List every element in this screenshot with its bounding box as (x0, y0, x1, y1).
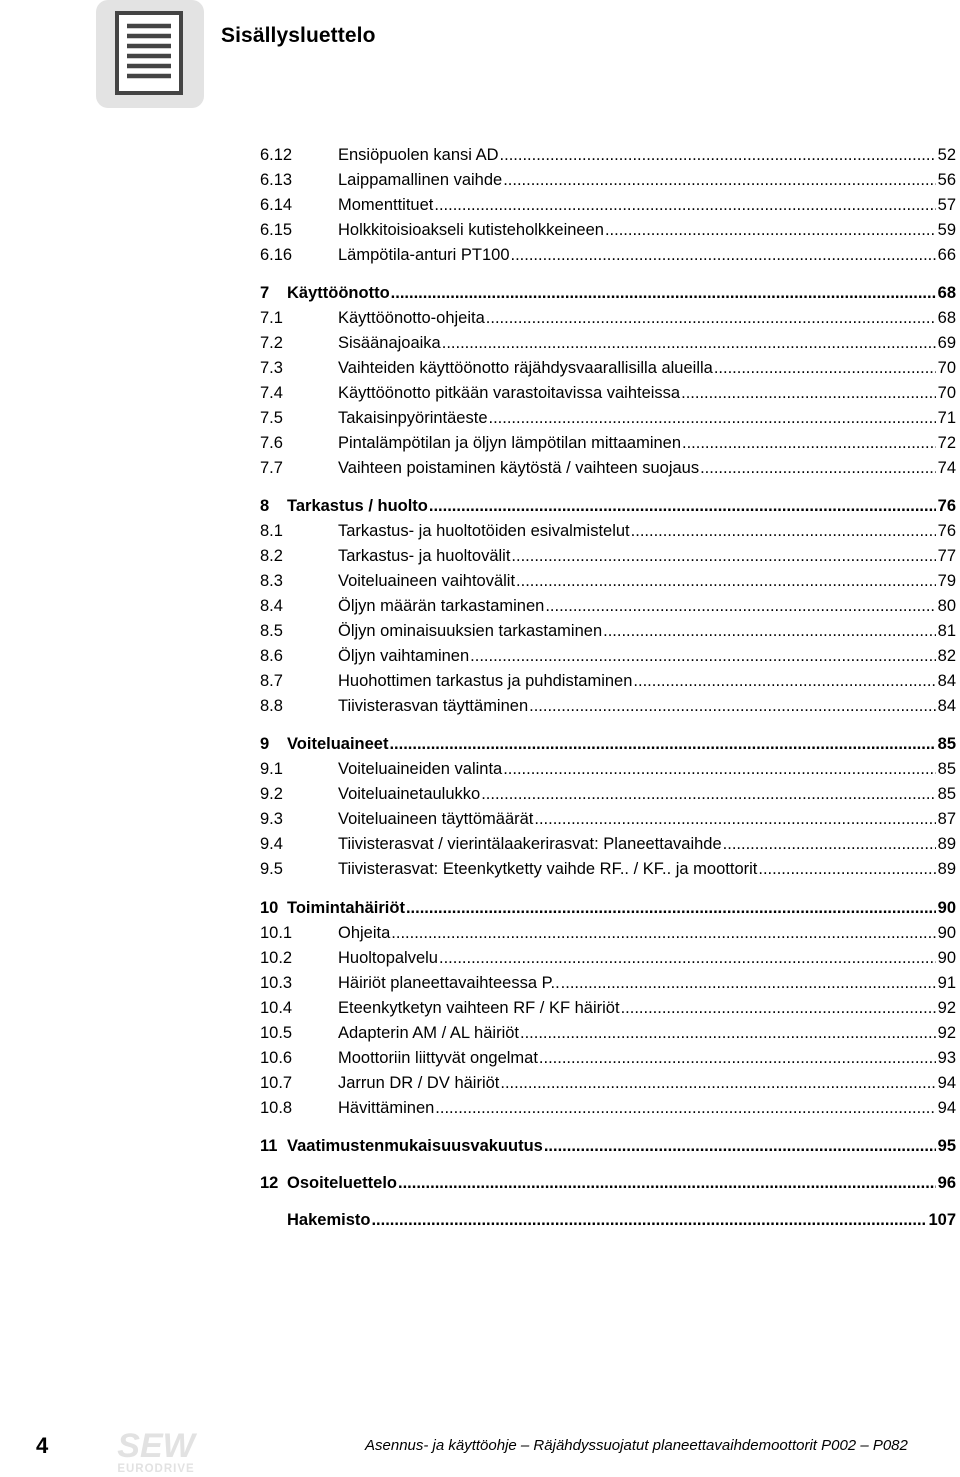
toc-entry-number: 7.4 (260, 384, 283, 402)
toc-entry-page: 80 (937, 597, 956, 615)
page-number: 4 (36, 1433, 49, 1458)
toc-entry-title: Käyttöönotto pitkään varastoitavissa vaihteissa (338, 384, 681, 402)
toc-entry[interactable] (0, 332, 960, 354)
toc-leader-dots (545, 595, 935, 617)
toc-entry-number: 7.7 (260, 459, 283, 477)
toc-entry-number: 7.1 (260, 309, 283, 327)
toc-entry-title: Öljyn vaihtaminen (338, 647, 470, 665)
toc-entry-title: Hävittäminen (338, 1099, 435, 1117)
toc-entry[interactable] (0, 244, 960, 266)
toc-entry-number: 8.2 (260, 547, 283, 565)
toc-entry-number: 10.7 (260, 1074, 293, 1092)
toc-entry-page: 96 (937, 1174, 956, 1192)
toc-entry-number: 7.6 (260, 434, 283, 452)
toc-leader-dots (633, 670, 935, 692)
toc-entry-page: 70 (937, 359, 956, 377)
toc-leader-dots (631, 520, 936, 542)
toc-leader-dots (500, 1072, 935, 1094)
toc-entry-number: 8 (260, 497, 270, 515)
toc-leader-dots (391, 922, 935, 944)
toc-entry-title: Vaatimustenmukaisuusvakuutus (287, 1137, 543, 1155)
toc-entry-title: Voiteluainetaulukko (338, 785, 481, 803)
toc-entry-number: 6.13 (260, 171, 293, 189)
toc-entry-title: Huoltopalvelu (338, 949, 438, 967)
toc-entry-number: 8.1 (260, 522, 283, 540)
toc-entry-number: 7.5 (260, 409, 283, 427)
toc-leader-dots (435, 1097, 935, 1119)
toc-entry-page: 107 (928, 1211, 956, 1229)
toc-entry-page: 81 (937, 622, 956, 640)
toc-entry-number: 6.16 (260, 246, 293, 264)
toc-entry-title: Moottoriin liittyvät ongelmat (338, 1049, 538, 1067)
toc-entry-title: Voiteluaineen täyttömäärät (338, 810, 534, 828)
toc-entry-page: 76 (937, 497, 956, 515)
toc-entry-title: Käyttöönotto-ohjeita (338, 309, 485, 327)
toc-entry-title: Käyttöönotto (287, 284, 390, 302)
toc-entry-title: Voiteluaineen vaihtovälit (338, 572, 516, 590)
toc-entry-page: 84 (937, 697, 956, 715)
toc-entry-title: Hakemisto (287, 1211, 371, 1229)
toc-entry-page: 68 (937, 284, 956, 302)
toc-leader-dots (534, 808, 935, 830)
toc-leader-dots (605, 219, 936, 241)
toc-leader-dots (700, 457, 936, 479)
toc-entry[interactable] (0, 1097, 960, 1119)
toc-entry-page: 85 (937, 785, 956, 803)
toc-entry-page: 57 (937, 196, 956, 214)
toc-entry-number: 10.4 (260, 999, 293, 1017)
toc-entry-title: Adapterin AM / AL häiriöt (338, 1024, 519, 1042)
toc-entry-title: Tiivisterasvat / vierintälaakerirasvat: Planeettavaihde (338, 835, 722, 853)
toc-leader-dots (529, 695, 936, 717)
toc-entry[interactable] (0, 620, 960, 642)
toc-entry-number: 9.5 (260, 860, 283, 878)
toc-entry-title: Eteenkytketyn vaihteen RF / KF häiriöt (338, 999, 620, 1017)
toc-entry[interactable] (0, 545, 960, 567)
toc-leader-dots (481, 783, 935, 805)
toc-entry-title: Ohjeita (338, 924, 391, 942)
toc-entry-title: Jarrun DR / DV häiriöt (338, 1074, 500, 1092)
toc-entry[interactable] (0, 833, 960, 855)
toc-entry-number: 7 (260, 284, 270, 302)
toc-entry[interactable] (0, 219, 960, 241)
toc-entry-page: 82 (937, 647, 956, 665)
toc-entry[interactable] (0, 194, 960, 216)
toc-entry-number: 9.2 (260, 785, 283, 803)
toc-entry-page: 89 (937, 835, 956, 853)
toc-entry[interactable] (0, 357, 960, 379)
toc-entry-title: Tiivisterasvan täyttäminen (338, 697, 529, 715)
toc-entry-page: 90 (937, 949, 956, 967)
toc-entry-page: 87 (937, 810, 956, 828)
toc-leader-dots (516, 570, 936, 592)
toc-leader-dots (758, 858, 935, 880)
toc-entry-number: 8.8 (260, 697, 283, 715)
toc-entry-number: 10.3 (260, 974, 293, 992)
toc-entry[interactable] (0, 520, 960, 542)
logo-text-bottom: EURODRIVE (117, 1463, 195, 1474)
toc-chapter-entry[interactable] (0, 1135, 960, 1157)
toc-entry-number: 8.4 (260, 597, 283, 615)
toc-entry-title: Häiriöt planeettavaihteessa P.. (338, 974, 560, 992)
toc-leader-dots (511, 545, 935, 567)
toc-entry[interactable] (0, 858, 960, 880)
toc-leader-dots (621, 997, 936, 1019)
toc-entry-title: Öljyn ominaisuuksien tarkastaminen (338, 622, 603, 640)
toc-entry-number: 9.3 (260, 810, 283, 828)
toc-entry-title: Holkkitoisioakseli kutisteholkkeineen (338, 221, 604, 239)
toc-entry-page: 56 (937, 171, 956, 189)
toc-entry[interactable] (0, 407, 960, 429)
toc-entry-number: 9.4 (260, 835, 283, 853)
toc-entry-page: 59 (937, 221, 956, 239)
toc-entry-title: Öljyn määrän tarkastaminen (338, 597, 545, 615)
toc-entry-title: Tarkastus- ja huoltovälit (338, 547, 511, 565)
toc-entry-title: Tarkastus- ja huoltotöiden esivalmistelut (338, 522, 630, 540)
toc-leader-dots (503, 169, 935, 191)
toc-leader-dots (723, 833, 936, 855)
toc-entry-page: 85 (937, 760, 956, 778)
toc-leader-dots (429, 495, 936, 517)
toc-entry-title: Vaihteiden käyttöönotto räjähdysvaarallisilla alueilla (338, 359, 713, 377)
toc-entry[interactable] (0, 808, 960, 830)
toc-entry[interactable] (0, 570, 960, 592)
toc-entry-number: 11 (260, 1137, 278, 1155)
toc-entry-page: 94 (937, 1074, 956, 1092)
toc-chapter-entry[interactable] (0, 1209, 960, 1231)
toc-leader-dots (391, 282, 936, 304)
toc-entry-number: 10.2 (260, 949, 293, 967)
toc-entry[interactable] (0, 947, 960, 969)
logo-text-top: SEW (117, 1427, 195, 1465)
toc-entry-title: Pintalämpötilan ja öljyn lämpötilan mittaaminen (338, 434, 682, 452)
toc-entry[interactable] (0, 758, 960, 780)
toc-entry-title: Sisäänajoaika (338, 334, 441, 352)
toc-entry[interactable] (0, 922, 960, 944)
toc-leader-dots (434, 194, 935, 216)
toc-entry-title: Voiteluaineiden valinta (338, 760, 503, 778)
toc-entry[interactable] (0, 382, 960, 404)
sew-eurodrive-logo (102, 1426, 210, 1474)
toc-entry-page: 84 (937, 672, 956, 690)
toc-entry-title: Ensiöpuolen kansi AD (338, 146, 499, 164)
toc-entry-title: Lämpötila-anturi PT100 (338, 246, 510, 264)
toc-entry[interactable] (0, 695, 960, 717)
toc-leader-dots (500, 144, 936, 166)
toc-entry-number: 6.12 (260, 146, 293, 164)
toc-leader-dots (398, 1172, 936, 1194)
toc-entry-number: 10.1 (260, 924, 293, 942)
document-title: Asennus- ja käyttöohje – Räjähdyssuojatut planeettavaihdemoottorit P002 – P082 (365, 1437, 908, 1454)
toc-entry-number: 7.2 (260, 334, 283, 352)
toc-leader-dots (603, 620, 936, 642)
toc-chapter-entry[interactable] (0, 733, 960, 755)
toc-entry-number: 8.5 (260, 622, 283, 640)
toc-chapter-entry[interactable] (0, 1172, 960, 1194)
toc-entry-number: 12 (260, 1174, 279, 1192)
toc-entry-title: Voiteluaineet (287, 735, 389, 753)
toc-entry-page: 52 (937, 146, 956, 164)
toc-entry-page: 93 (937, 1049, 956, 1067)
toc-entry-number: 10.8 (260, 1099, 293, 1117)
toc-entry-number: 8.3 (260, 572, 283, 590)
toc-entry-page: 95 (937, 1137, 956, 1155)
toc-entry-page: 94 (937, 1099, 956, 1117)
toc-entry-page: 89 (937, 860, 956, 878)
toc-leader-dots (470, 645, 935, 667)
toc-entry-page: 92 (937, 1024, 956, 1042)
toc-entry-page: 70 (937, 384, 956, 402)
toc-entry-page: 90 (937, 899, 956, 917)
toc-entry-title: Huohottimen tarkastus ja puhdistaminen (338, 672, 633, 690)
toc-entry-title: Momenttituet (338, 196, 434, 214)
toc-entry-number: 6.15 (260, 221, 293, 239)
toc-entry[interactable] (0, 972, 960, 994)
toc-entry[interactable] (0, 457, 960, 479)
toc-entry-title: Tiivisterasvat: Eteenkytketty vaihde RF.. / KF.. ja moottorit (338, 860, 758, 878)
toc-leader-dots (511, 244, 936, 266)
toc-entry[interactable] (0, 144, 960, 166)
toc-entry[interactable] (0, 595, 960, 617)
toc-entry-title: Laippamallinen vaihde (338, 171, 503, 189)
toc-entry-page: 71 (937, 409, 956, 427)
toc-entry-number: 8.7 (260, 672, 283, 690)
toc-chapter-entry[interactable] (0, 282, 960, 304)
toc-entry[interactable] (0, 432, 960, 454)
page-title: Sisällysluettelo (221, 24, 376, 47)
toc-entry-number: 7.3 (260, 359, 283, 377)
toc-leader-dots (406, 897, 936, 919)
toc-entry-number: 10 (260, 899, 279, 917)
toc-leader-dots (489, 407, 936, 429)
toc-entry-page: 69 (937, 334, 956, 352)
toc-entry-title: Osoiteluettelo (287, 1174, 398, 1192)
toc-entry-page: 66 (937, 246, 956, 264)
toc-leader-dots (682, 432, 936, 454)
toc-entry-page: 92 (937, 999, 956, 1017)
toc-chapter-entry[interactable] (0, 897, 960, 919)
toc-entry[interactable] (0, 169, 960, 191)
toc-chapter-entry[interactable] (0, 495, 960, 517)
toc-entry-page: 77 (937, 547, 956, 565)
toc-entry-number: 10.6 (260, 1049, 293, 1067)
toc-entry[interactable] (0, 1072, 960, 1094)
toc-leader-dots (371, 1209, 926, 1231)
toc-leader-dots (544, 1135, 936, 1157)
toc-entry-page: 68 (937, 309, 956, 327)
toc-entry-page: 76 (937, 522, 956, 540)
toc-entry-title: Tarkastus / huolto (287, 497, 428, 515)
toc-entry-number: 9 (260, 735, 270, 753)
toc-entry-page: 74 (937, 459, 956, 477)
toc-entry-page: 85 (937, 735, 956, 753)
toc-entry-number: 8.6 (260, 647, 283, 665)
toc-entry[interactable] (0, 307, 960, 329)
toc-entry-page: 79 (937, 572, 956, 590)
toc-entry-title: Takaisinpyörintäeste (338, 409, 488, 427)
toc-entry-title: Vaihteen poistaminen käytöstä / vaihteen suojaus (338, 459, 700, 477)
toc-entry-number: 6.14 (260, 196, 293, 214)
toc-entry[interactable] (0, 997, 960, 1019)
toc-entry[interactable] (0, 783, 960, 805)
toc-leader-dots (539, 1047, 936, 1069)
toc-leader-dots (486, 307, 936, 329)
toc-entry[interactable] (0, 1047, 960, 1069)
toc-entry-title: Toimintahäiriöt (287, 899, 405, 917)
toc-leader-dots (714, 357, 936, 379)
toc-leader-dots (442, 332, 936, 354)
toc-entry[interactable] (0, 1022, 960, 1044)
toc-entry[interactable] (0, 670, 960, 692)
toc-leader-dots (520, 1022, 936, 1044)
toc-entry-page: 72 (937, 434, 956, 452)
toc-leader-dots (439, 947, 936, 969)
toc-entry-page: 90 (937, 924, 956, 942)
toc-leader-dots (681, 382, 936, 404)
toc-entry-number: 10.5 (260, 1024, 293, 1042)
toc-entry[interactable] (0, 645, 960, 667)
toc-entry-page: 91 (937, 974, 956, 992)
toc-entry-number: 9.1 (260, 760, 283, 778)
toc-leader-dots (503, 758, 935, 780)
toc-leader-dots (561, 972, 936, 994)
toc-leader-dots (389, 733, 935, 755)
